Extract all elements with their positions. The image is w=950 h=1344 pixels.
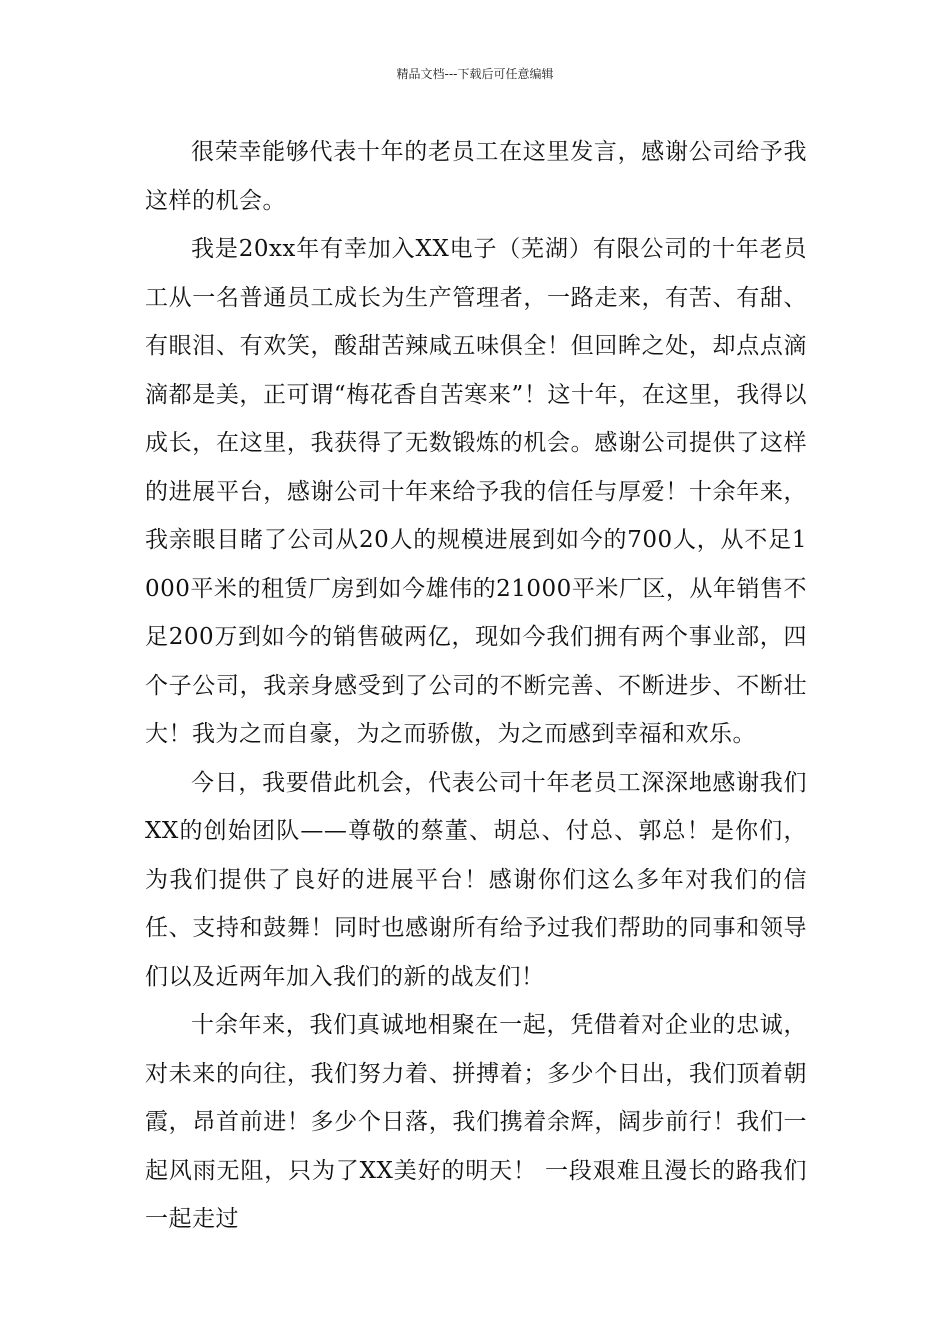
- paragraph-1: 很荣幸能够代表十年的老员工在这里发言，感谢公司给予我这样的机会。: [145, 139, 807, 214]
- paragraph-4: 十余年来，我们真诚地相聚在一起，凭借着对企业的忠诚，对未来的向往，我们努力着、拼搏着；多少个日出，我们顶着朝霞，昂首前进！多少个日落，我们携着余辉，阔步前行！我们一起风雨无阻，只为了XX美好的明天！ 一段艰难且漫长的路我们一起走过: [145, 1012, 807, 1232]
- document-body: [145, 128, 807, 1244]
- paragraph-2: 我是20xx年有幸加入XX电子（芜湖）有限公司的十年老员工从一名普通员工成长为生产管理者，一路走来，有苦、有甜、有眼泪、有欢笑，酸甜苦辣咸五味俱全！但回眸之处，却点点滴滴都是美，正可谓“梅花香自苦寒来”！这十年，在这里，我得以成长，在这里，我获得了无数锻炼的机会。感谢公司提供了这样的进展平台，感谢公司十年来给予我的信任与厚爱！十余年来，我亲眼目睹了公司从20人的规模进展到如今的700人，从不足1000平米的租赁厂房到如今雄伟的21000平米厂区，从年销售不足200万到如今的销售破两亿，现如今我们拥有两个事业部，四个子公司，我亲身感受到了公司的不断完善、不断进步、不断壮大！我为之而自豪，为之而骄傲，为之而感到幸福和欢乐。: [145, 236, 807, 747]
- paragraph-3: 今日，我要借此机会，代表公司十年老员工深深地感谢我们XX的创始团队——尊敬的蔡董、胡总、付总、郭总！是你们，为我们提供了良好的进展平台！感谢你们这么多年对我们的信任、支持和鼓舞！同时也感谢所有给予过我们帮助的同事和领导们以及近两年加入我们的新的战友们！: [145, 769, 807, 990]
- page-header: 精品文档---下载后可任意编辑: [396, 67, 554, 81]
